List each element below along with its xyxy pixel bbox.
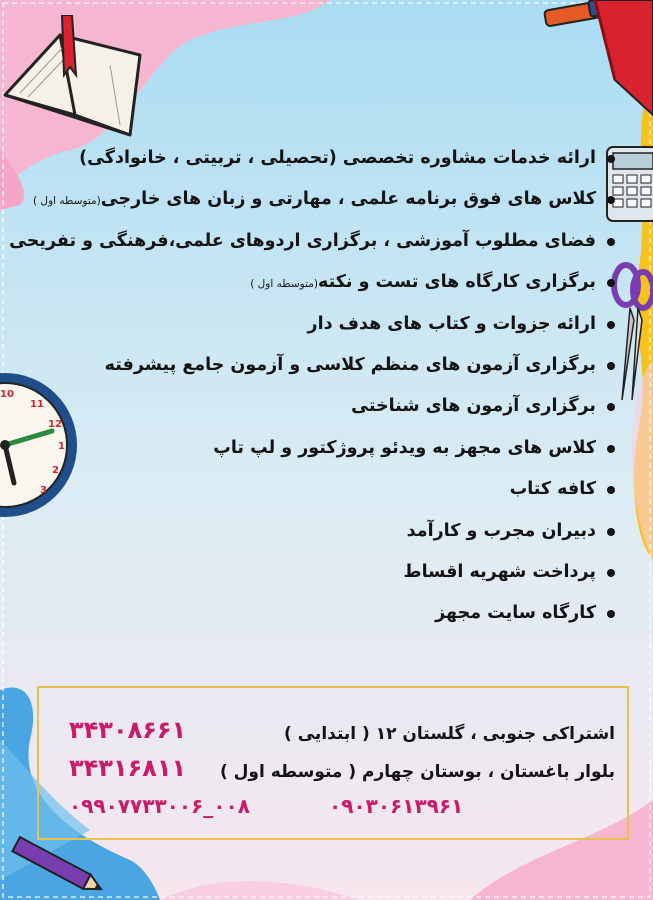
clock-number: 10 (0, 389, 14, 400)
service-text: دبیران مجرب و کارآمد (406, 520, 596, 541)
phone-middle-school: ۳۴۳۱۶۸۱۱ (69, 754, 187, 782)
contact-box (37, 686, 629, 840)
mobile-number-2-alt: ۰۰۸ (213, 794, 250, 818)
service-item (18, 428, 618, 469)
service-text: برگزاری آزمون های منظم کلاسی و آزمون جامع پیشرفته (104, 354, 596, 375)
service-note: (متوسطه اول ) (250, 278, 318, 291)
service-text: کلاس های فوق برنامه علمی ، مهارتی و زبان های خارجی (100, 189, 596, 210)
service-text: ارائه جزوات و کتاب های هدف دار (307, 313, 596, 334)
open-book-icon (0, 15, 155, 145)
mobile-number-1: ۰۹۰۳۰۶۱۳۹۶۱ (329, 794, 464, 818)
service-item (18, 386, 618, 427)
mobile-number-2 (69, 794, 250, 818)
service-note: (متوسطه اول ) (33, 195, 101, 208)
service-item (18, 511, 618, 552)
clock-number: 11 (30, 399, 44, 410)
service-item (18, 552, 618, 593)
clock-number: 2 (52, 465, 59, 476)
service-item (9, 221, 618, 262)
pencil-icon (0, 835, 110, 900)
service-text: برگزاری کارگاه های تست و نکته (317, 272, 596, 293)
service-item (18, 304, 618, 345)
clock-number: 12 (48, 419, 62, 430)
mobile-number-2-main: ۰۹۹۰۷۷۳۳۰۰۶ (69, 794, 204, 818)
service-item (18, 593, 618, 634)
clock-number: 1 (58, 441, 65, 452)
address-elementary: اشتراکی جنوبی ، گلستان ۱۲ ( ابتدایی ) (284, 724, 615, 744)
service-item (18, 138, 618, 179)
service-text: کلاس های مجهز به ویدئو پروژکتور و لپ تاپ (213, 437, 596, 458)
service-item (18, 262, 618, 303)
service-item (18, 179, 618, 220)
services-list (9, 138, 618, 635)
service-item (18, 345, 618, 386)
service-item (18, 469, 618, 510)
mobile-separator: _ (203, 794, 214, 818)
phone-elementary: ۳۴۳۰۸۶۶۱ (69, 716, 187, 744)
service-text: پرداخت شهریه اقساط (403, 561, 596, 582)
service-text: کارگاه سایت مجهز (435, 603, 596, 624)
service-text: ارائه خدمات مشاوره تخصصی (تحصیلی ، تربیتی ، خانوادگی) (79, 148, 596, 168)
service-text: فضای مطلوب آموزشی ، برگزاری اردوهای علمی،فرهنگی و تفریحی (9, 230, 596, 251)
red-book-icon (585, 0, 653, 120)
service-text: کافه کتاب (509, 479, 596, 500)
clock-number: 3 (40, 485, 47, 496)
service-text: برگزاری آزمون های شناختی (351, 396, 596, 417)
address-middle-school: بلوار باغستان ، بوستان چهارم ( متوسطه اول ) (219, 762, 615, 782)
